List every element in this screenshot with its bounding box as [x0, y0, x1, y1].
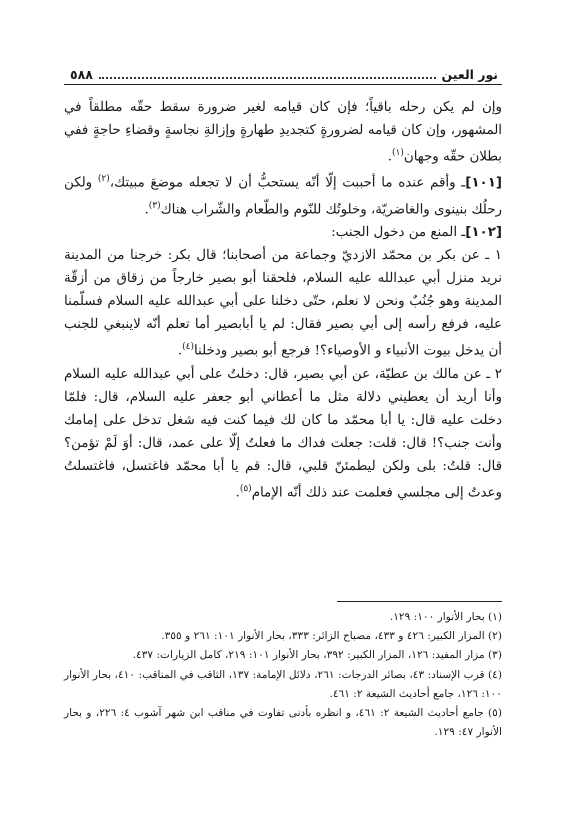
- main-text: [64, 96, 502, 504]
- hadith-2-text: ٢ ـ عن مالك بن عطيّة، عن أبي بصير، قال: دخلتُ على أبي عبدالله عليه السلام وأنا أريد أن يعطيني دلالة مثل ما أعطاني أبو جعفر عليه السلام، قال: فلمّا دخلت عليه قال: يا أبا محمّد ما كان لك فيما كنت فيه شغل تدخل على إمامك وأنت جنب؟! قال: قلت: جعلت فداك ما فعلتُ إلّا على عمد، قال: أوَ لَمْ تؤمن؟ قال: قلتُ: بلى ولكن ليطمئنّ قلبي، قال: قم يا أبا محمّد فاغتسل، فاغتسلتُ وعدتُ إلى مجلسي فعلمت عند ذلك أنّه الإمام: [64, 366, 502, 501]
- footnote-5: (٥) جامع أحاديث الشيعة ٢: ٤٦١، و انظره بأدنى تفاوت في مناقب ابن شهر آشوب ٤: ٢٢٦، و بحار الأنوار ٤٧: ١٢٩.: [64, 707, 503, 739]
- footnote-4: (٤) قرب الإسناد: ٤٣، بصائر الدرجات: ٢٦١، دلائل الإمامة: ١٣٧، الثاقب في المناقب: ٤١٠، بحار الأنوار ١٠٠: ١٢٦، جامع أحاديث الشيعة ٢: ٤٦١.: [64, 668, 502, 700]
- intro-paragraph: وإن لم يكن رحله باقياً؛ فإن كان قيامه لغير ضرورة سقط حقّه مطلقاً في المشهور، وإن كان قيامه لضرورةٍ كتجديدِ طهارةٍ وإزالةِ نجاسةٍ وقضاءِ حاجةٍ ففي بطلان حقّه وجهان$^{(١)}$.: [64, 100, 502, 165]
- footnote-divider: [337, 601, 502, 602]
- footnote-1: (١) بحار الأنوار ١٠٠: ١٢٩.: [389, 611, 502, 623]
- section-102-heading: [64, 221, 502, 244]
- footnote-3: (٣) مزار المفيد: ١٢٦، المزار الكبير: ٣٩٢، بحار الأنوار ١٠١: ٢١٩، كامل الزيارات: ٤٣٧.: [132, 649, 502, 662]
- dotted-leader: [99, 69, 436, 79]
- section-101: [١٠١]ـ وأقم عنده ما أحببت إلّا أنّه يستحبُّ أن لا تجعله موضعَ مبيتك،$^{(٢)}$ ولكن رحلُك بنينوى والغاضريّة، وخلوتُك للنّوم والطّعام والشّراب هناك$^{(٣)}$.: [64, 174, 502, 218]
- footnote-ref-3: (٣): [148, 200, 161, 211]
- footnote-ref-1: (١): [392, 148, 404, 158]
- book-title: نور العين: [441, 66, 498, 82]
- intro-text: وإن لم يكن رحله باقياً؛ فإن كان قيامه لغير ضرورة سقط حقّه مطلقاً في المشهور، وإن كان قيامه لضرورةٍ كتجديدِ طهارةٍ وإزالةِ نجاسةٍ وقضاءِ حاجةٍ ففي بطلان حقّه وجهان: [64, 100, 502, 165]
- hadith-1: ١ ـ عن بكر بن محمّد الازديّ وجماعة من أصحابنا؛ قال بكر: خرجنا من المدينة نريد منزل أبي عبدالله عليه السلام، فلحقنا أبو بصير خارجاً من زقاق من أزقّة المدينة وهو جُنُبٌ ونحن لا نعلم، حتّى دخلنا على أبي عبدالله عليه السلام فسلّمنا عليه، فرفع رأسه إلى أبي بصير فقال: لم يا أبابصير أما تعلم أنّه لاينبغي للجنب أن يدخل بيوت الأنبياء و الأوصياء؟! فرجع أبو بصير ودخلنا$^{(٤)}$.: [64, 248, 502, 359]
- section-101-text-a: ـ وأقم عنده ما أحببت إلّا أنّه يستحبُّ أن لا تجعله موضعَ مبيتك،: [109, 175, 466, 191]
- section-101-number: [١٠١]: [465, 175, 502, 191]
- header-divider: [64, 84, 502, 85]
- page-number: ٥٨٨: [70, 66, 93, 82]
- hadith-1-text: ١ ـ عن بكر بن محمّد الازديّ وجماعة من أصحابنا؛ قال بكر: خرجنا من المدينة نريد منزل أبي عبدالله عليه السلام، فلحقنا أبو بصير خارجاً من زقاق من أزقّة المدينة وهو جُنُبٌ ونحن لا نعلم، حتّى دخلنا على أبي عبدالله عليه السلام فسلّمنا عليه، فرفع رأسه إلى أبي بصير فقال: لم يا أبابصير أما تعلم أنّه لاينبغي للجنب أن يدخل بيوت الأنبياء و الأوصياء؟! فرجع أبو بصير ودخلنا: [64, 248, 502, 359]
- section-102-title: ـ المنع من دخول الجنب:: [331, 225, 466, 241]
- footnote-2: (٢) المزار الكبير: ٤٢٦ و ٤٣٣، مصباح الزائر: ٣٣٣، بحار الأنوار ١٠١: ٢٦١ و ٣٥٥.: [161, 630, 502, 643]
- footnote-ref-5: (٥): [239, 483, 252, 494]
- hadith-2: ٢ ـ عن مالك بن عطيّة، عن أبي بصير، قال: دخلتُ على أبي عبدالله عليه السلام وأنا أريد أن يعطيني دلالة مثل ما أعطاني أبو جعفر عليه السلام، قال: فلمّا دخلت عليه قال: يا أبا محمّد ما كان لك فيما كنت فيه شغل تدخل على إمامك وأنت جنب؟! قال: قلت: جعلت فداك ما فعلتُ إلّا على عمد، قال: أوَ لَمْ تؤمن؟ قال: قلتُ: بلى ولكن ليطمئنّ قلبي، قال: قم يا أبا محمّد فاغتسل، فاغتسلتُ وعدتُ إلى مجلسي فعلمت عند ذلك أنّه الإمام$^{(٥)}$.: [64, 366, 502, 501]
- footnote-ref-2: (٢): [97, 174, 110, 185]
- running-header: [70, 66, 498, 82]
- section-102-number: [١٠٢]: [465, 225, 502, 241]
- footnotes: [64, 608, 502, 742]
- footnote-ref-4: (٤): [182, 342, 194, 353]
- section-101-text-b: ولكن رحلُك بنينوى والغاضريّة، وخلوتُك للنّوم والطّعام والشّراب هناك: [64, 175, 502, 218]
